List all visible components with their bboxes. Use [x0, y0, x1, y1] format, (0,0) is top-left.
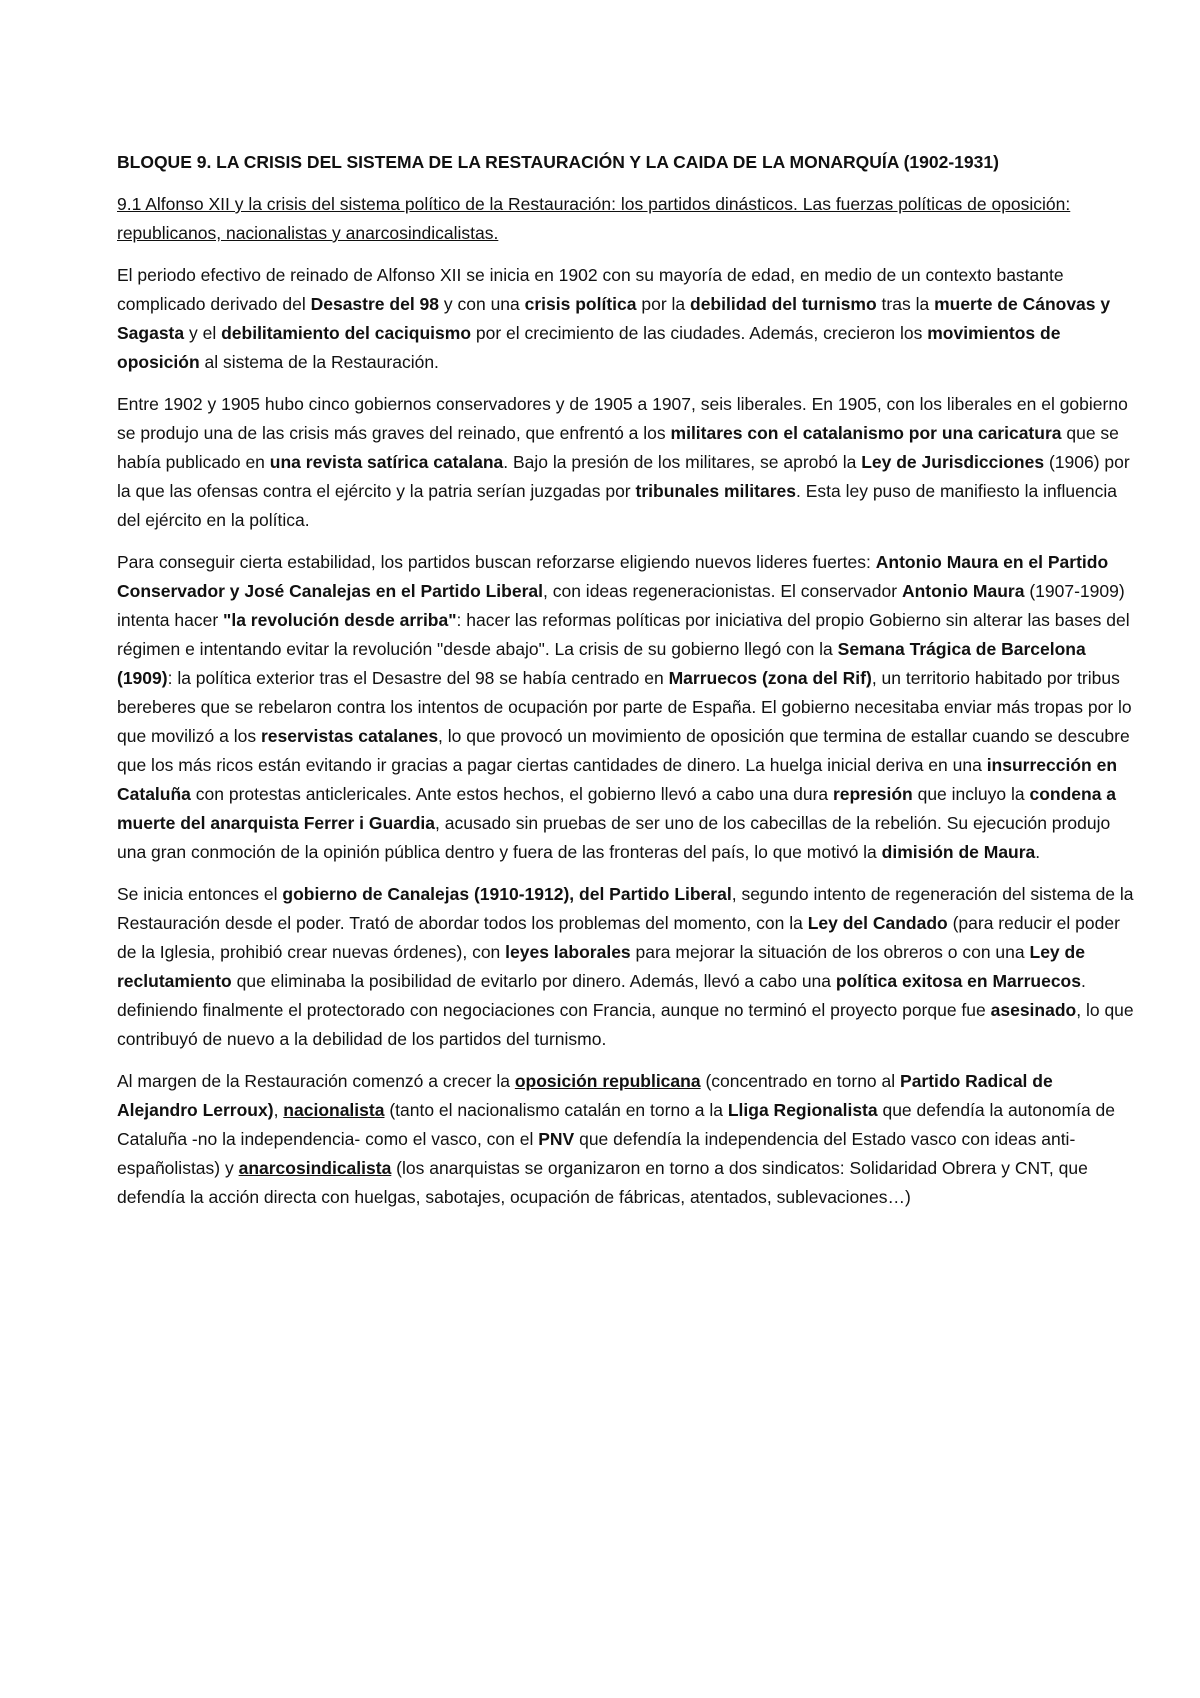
bold-text: Marruecos (zona del Rif) — [668, 668, 872, 688]
bold-text: insurrección en Cataluña — [117, 755, 1118, 804]
text-run: Para conseguir cierta estabilidad, los partidos buscan reforzarse eligiendo nuevos lideres fuertes: — [117, 552, 876, 572]
paragraph — [117, 880, 1134, 1054]
section-heading: 9.1 Alfonso XII y la crisis del sistema político de la Restauración: los partidos dinásticos. Las fuerzas políticas de oposición: republicanos, nacionalistas y anarcosindicalistas. — [117, 194, 1071, 243]
document-title: BLOQUE 9. LA CRISIS DEL SISTEMA DE LA RESTAURACIÓN Y LA CAIDA DE LA MONARQUÍA (1902-1931) — [117, 152, 999, 172]
text-run: con protestas anticlericales. Ante estos hechos, el gobierno llevó a cabo una dura — [190, 784, 833, 804]
text-run: y el — [184, 323, 222, 343]
text-run: por el crecimiento de las ciudades. Además, crecieron los — [471, 323, 928, 343]
text-run: El periodo efectivo de reinado de Alfonso XII se inicia en 1902 con su mayoría de edad, en medio de un contexto bastante complicado derivado del — [117, 265, 1064, 314]
text-run: , con ideas regeneracionistas. El conservador — [543, 581, 902, 601]
underlined-bold-text: anarcosindicalista — [238, 1158, 392, 1178]
bold-text: Desastre del 98 — [310, 294, 440, 314]
paragraph — [117, 261, 1134, 377]
text-run: , un territorio habitado por tribus bereberes que se rebelaron contra los intentos de ocupación por parte de España. El gobierno necesitaba enviar más tropas por lo que movilizó a los — [117, 668, 1132, 746]
text-run: por la — [636, 294, 690, 314]
text-run: tras la — [876, 294, 935, 314]
paragraph — [117, 1067, 1134, 1212]
bold-text: Ley del Candado — [807, 913, 948, 933]
text-run: . definiendo finalmente el protectorado con negociaciones con Francia, aunque no terminó el proyecto porque fue — [117, 971, 1086, 1020]
text-run: que defendía la independencia del Estado vasco con ideas anti-españolistas) y — [117, 1129, 1076, 1178]
text-run: Entre 1902 y 1905 hubo cinco gobiernos conservadores y de 1905 a 1907, seis liberales. En 1905, con los liberales en el gobierno se produjo una de las crisis más graves del reinado, que enfrentó a los — [117, 394, 1128, 443]
bold-text: política exitosa en Marruecos — [835, 971, 1081, 991]
bold-text: muerte de Cánovas y Sagasta — [117, 294, 1111, 343]
text-run: , lo que contribuyó de nuevo a la debilidad de los partidos del turnismo. — [117, 1000, 1134, 1049]
bold-text: debilitamiento del caciquismo — [221, 323, 472, 343]
text-run: : hacer las reformas políticas por iniciativa del propio Gobierno sin alterar las bases del régimen e intentando evitar la revolución "desde abajo". La crisis de su gobierno llegó con la — [117, 610, 1130, 659]
bold-text: condena a muerte del anarquista Ferrer i Guardia — [117, 784, 1117, 833]
bold-text: "la revolución desde arriba" — [223, 610, 457, 630]
text-run: . Bajo la presión de los militares, se aprobó la — [503, 452, 862, 472]
text-run: que eliminaba la posibilidad de evitarlo por dinero. Además, llevó a cabo una — [231, 971, 836, 991]
bold-text: Antonio Maura en el Partido Conservador y José Canalejas en el Partido Liberal — [117, 552, 1109, 601]
bold-text: crisis política — [524, 294, 637, 314]
text-run: y con una — [439, 294, 525, 314]
bold-text: reservistas catalanes — [260, 726, 439, 746]
text-run: (para reducir el poder de la Iglesia, prohibió crear nuevas órdenes), con — [117, 913, 1120, 962]
document-body — [117, 261, 1134, 1212]
bold-text: Ley de Jurisdicciones — [861, 452, 1045, 472]
bold-text: asesinado — [990, 1000, 1077, 1020]
text-run: (concentrado en torno al — [700, 1071, 901, 1091]
bold-text: militares con el catalanismo por una caricatura — [670, 423, 1062, 443]
text-run: : la política exterior tras el Desastre del 98 se había centrado en — [167, 668, 669, 688]
text-run: que se había publicado en — [117, 423, 1119, 472]
text-run: , lo que provocó un movimiento de oposición que termina de estallar cuando se descubre que los más ricos están evitando ir gracias a pagar ciertas cantidades de dinero. La huelga inicial deriva en una — [117, 726, 1130, 775]
text-run: (1907-1909) intenta hacer — [117, 581, 1125, 630]
bold-text: represión — [832, 784, 913, 804]
bold-text: una revista satírica catalana — [269, 452, 504, 472]
bold-text: Semana Trágica de Barcelona (1909) — [117, 639, 1086, 688]
bold-text: dimisión de Maura — [881, 842, 1036, 862]
text-run: para mejorar la situación de los obreros o con una — [630, 942, 1030, 962]
bold-text: debilidad del turnismo — [690, 294, 877, 314]
bold-text: tribunales militares — [635, 481, 796, 501]
text-run: (1906) por la que las ofensas contra el ejército y la patria serían juzgadas por — [117, 452, 1130, 501]
bold-text: PNV — [538, 1129, 575, 1149]
text-run: , segundo intento de regeneración del sistema de la Restauración desde el poder. Trató de abordar todos los problemas del momento, con la — [117, 884, 1134, 933]
text-run: Se inicia entonces el — [117, 884, 283, 904]
bold-text: Partido Radical de Alejandro Lerroux) — [117, 1071, 1053, 1120]
bold-text: Lliga Regionalista — [727, 1100, 878, 1120]
text-run: que defendía la autonomía de Cataluña -no la independencia- como el vasco, con el — [117, 1100, 1116, 1149]
text-run: . Esta ley puso de manifiesto la influencia del ejército en la política. — [117, 481, 1117, 530]
text-run: (tanto el nacionalismo catalán en torno a la — [384, 1100, 728, 1120]
text-run: , acusado sin pruebas de ser uno de los cabecillas de la rebelión. Su ejecución produjo una gran conmoción de la opinión pública dentro y fuera de las fronteras del país, lo que motivó la — [117, 813, 1111, 862]
paragraph — [117, 390, 1134, 535]
text-run: que incluyo la — [912, 784, 1030, 804]
bold-text: leyes laborales — [505, 942, 631, 962]
bold-text: Antonio Maura — [901, 581, 1025, 601]
bold-text: movimientos de oposición — [117, 323, 1061, 372]
text-run: Al margen de la Restauración comenzó a crecer la — [117, 1071, 515, 1091]
text-run: . — [1035, 842, 1041, 862]
paragraph — [117, 548, 1134, 867]
text-run: al sistema de la Restauración. — [199, 352, 439, 372]
bold-text: gobierno de Canalejas (1910-1912), del Partido Liberal — [282, 884, 732, 904]
underlined-bold-text: nacionalista — [283, 1100, 385, 1120]
text-run: , — [273, 1100, 284, 1120]
text-run: (los anarquistas se organizaron en torno a dos sindicatos: Solidaridad Obrera y CNT, que defendía la acción directa con huelgas, sabotajes, ocupación de fábricas, atentados, sublevaciones…) — [117, 1158, 1088, 1207]
underlined-bold-text: oposición republicana — [514, 1071, 701, 1091]
bold-text: Ley de reclutamiento — [117, 942, 1085, 991]
